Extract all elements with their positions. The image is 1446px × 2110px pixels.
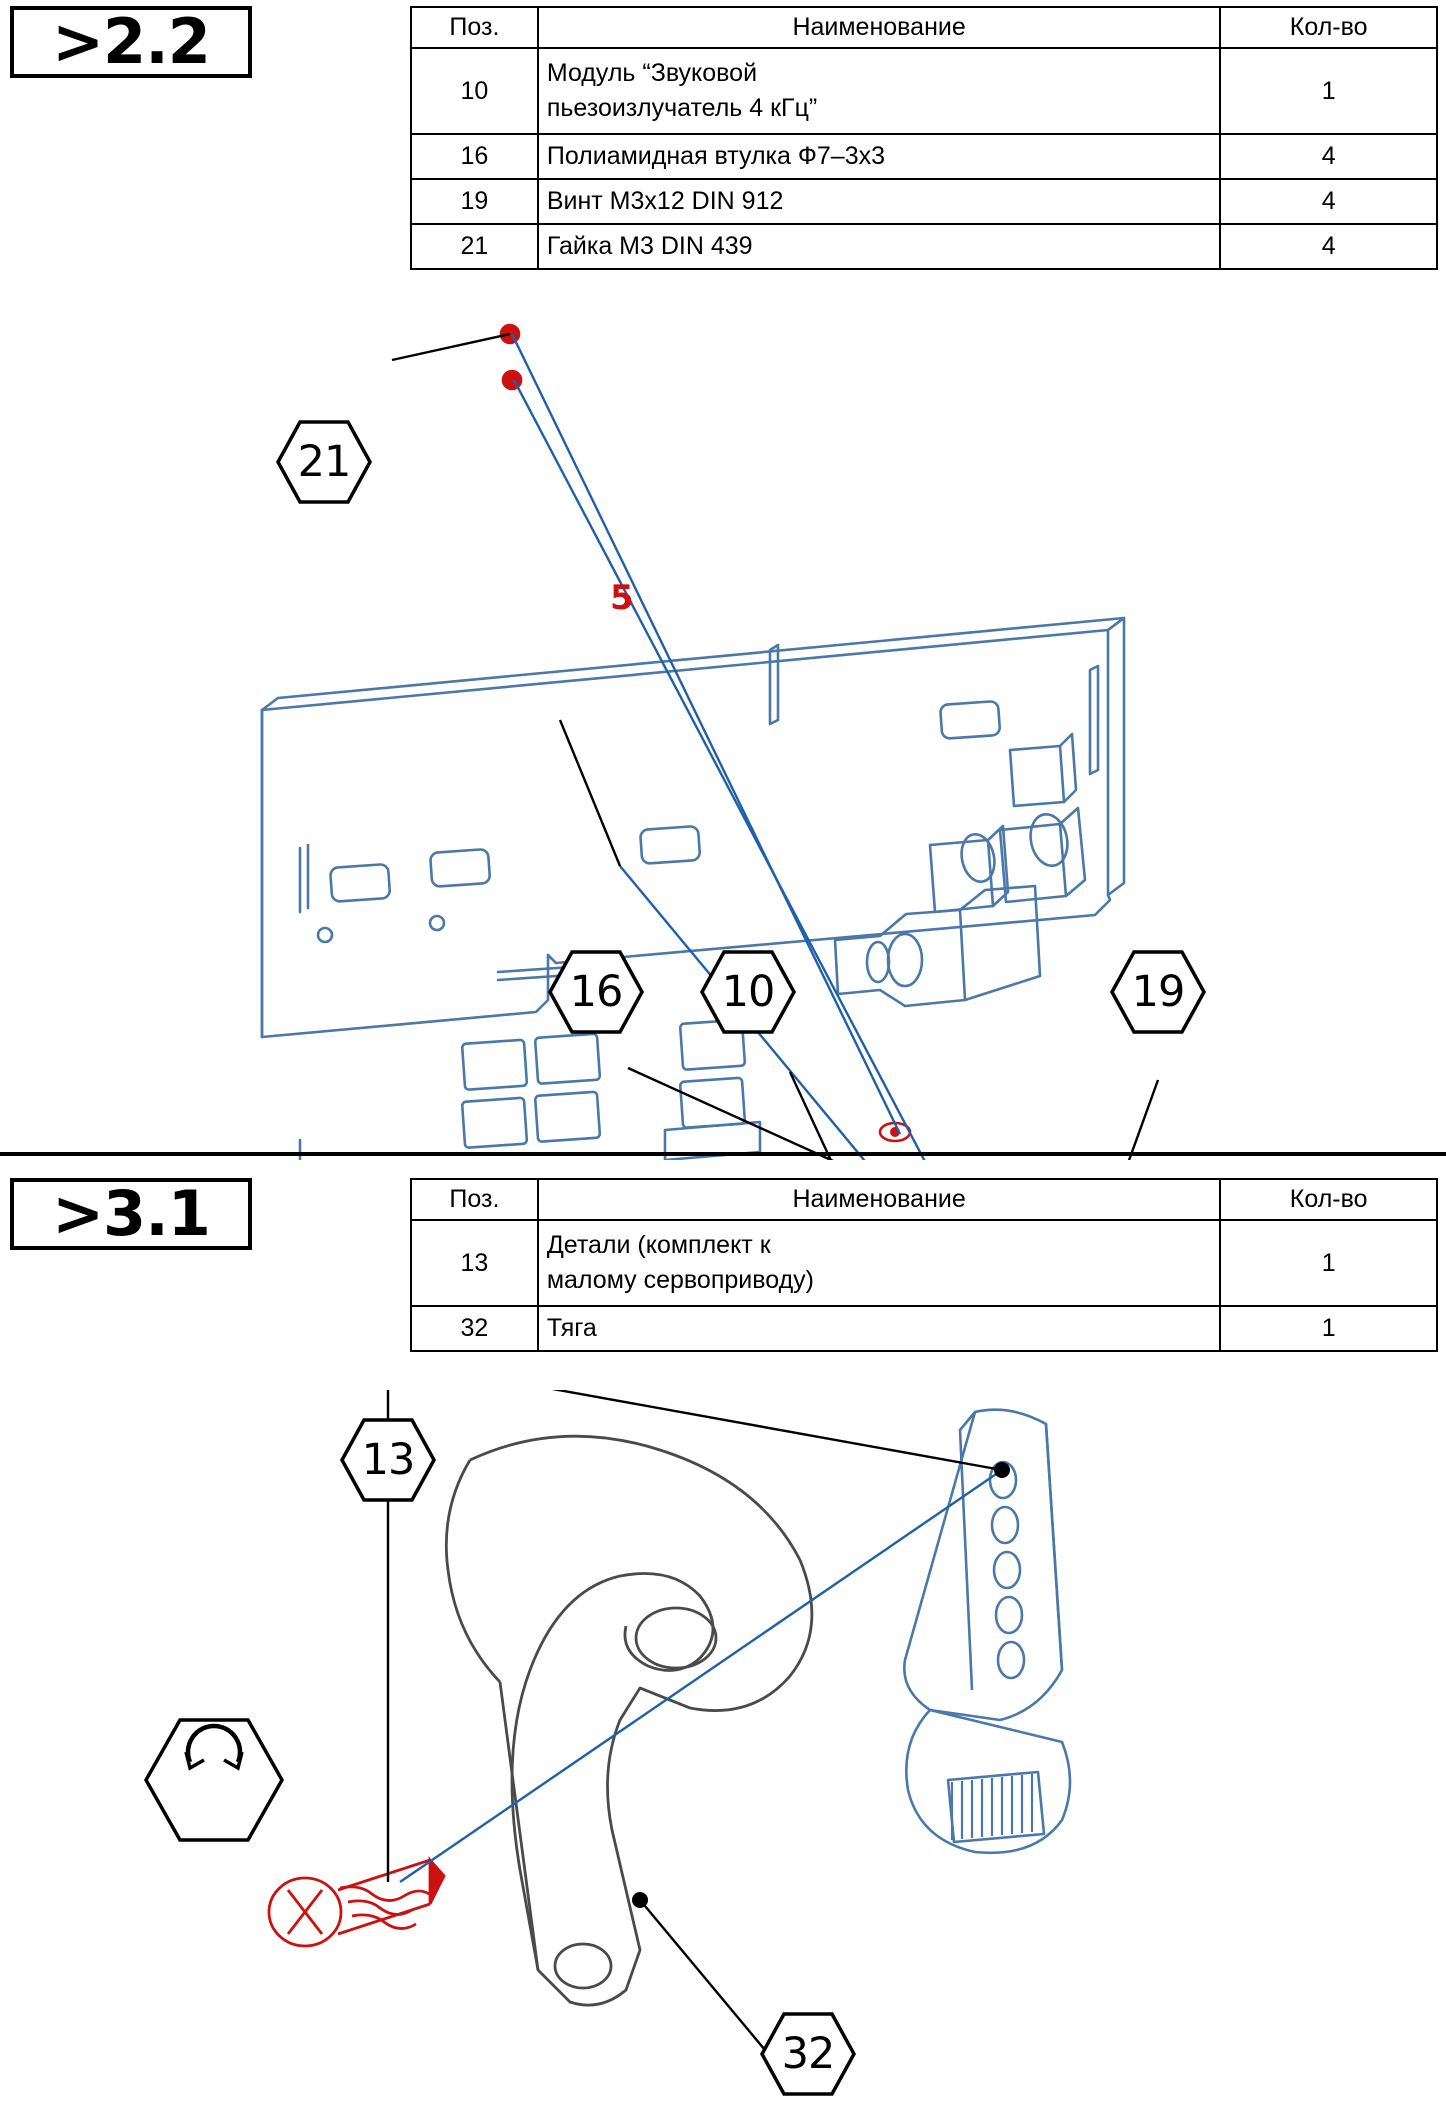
header-qty: Кол-во xyxy=(1220,1179,1437,1220)
cell-pos: 21 xyxy=(411,224,538,269)
callout-32 xyxy=(760,2012,856,2096)
marker-5-label: 5 xyxy=(610,578,634,618)
cell-name-line2: пьезоизлучатель 4 кГц” xyxy=(546,94,818,122)
table-header-row xyxy=(411,1179,1437,1220)
callout-label: 19 xyxy=(1131,967,1185,1017)
callout-label: 32 xyxy=(781,2029,835,2079)
screw-part xyxy=(269,1860,444,1946)
cell-pos: 10 xyxy=(411,48,538,134)
cell-qty: 4 xyxy=(1220,179,1437,224)
cell-name xyxy=(538,48,1221,134)
table-row xyxy=(411,224,1437,269)
cell-name: Гайка М3 DIN 439 xyxy=(538,224,1221,269)
step-badge-2-2 xyxy=(10,6,252,78)
cell-name: Тяга xyxy=(538,1306,1221,1351)
cell-name-line1: Модуль “Звуковой xyxy=(546,58,758,87)
callout-label: 16 xyxy=(569,967,623,1017)
parts-table-2-2 xyxy=(410,6,1438,270)
table-header-row xyxy=(411,7,1437,48)
table-row xyxy=(411,179,1437,224)
callout-10 xyxy=(700,950,796,1034)
table-row xyxy=(411,48,1437,134)
callout-label: 10 xyxy=(721,967,775,1017)
step-badge-label: >2.2 xyxy=(52,5,210,78)
cell-name-line1: Детали (комплект к xyxy=(546,1230,771,1259)
cell-pos: 16 xyxy=(411,134,538,179)
header-name: Наименование xyxy=(538,1179,1221,1220)
callout-13 xyxy=(340,1418,436,1502)
cell-qty: 1 xyxy=(1220,48,1437,134)
callout-19 xyxy=(1110,950,1206,1034)
cell-name xyxy=(538,1220,1221,1306)
assembly-illustration-3-1 xyxy=(0,1390,1446,2110)
table-row xyxy=(411,1306,1437,1351)
assembly-path-lines xyxy=(400,1470,1002,1882)
cell-pos: 13 xyxy=(411,1220,538,1306)
table-row xyxy=(411,134,1437,179)
callout-label: 13 xyxy=(361,1435,415,1485)
header-pos: Поз. xyxy=(411,7,538,48)
cell-pos: 19 xyxy=(411,179,538,224)
leader-lines xyxy=(388,1390,1002,2080)
linkage-rod-part xyxy=(446,1436,812,2005)
step-badge-label: >3.1 xyxy=(52,1177,210,1250)
table-row xyxy=(411,1220,1437,1306)
header-name: Наименование xyxy=(538,7,1221,48)
cell-pos: 32 xyxy=(411,1306,538,1351)
step-badge-3-1 xyxy=(10,1178,252,1250)
cell-qty: 1 xyxy=(1220,1306,1437,1351)
assembly-path-lines xyxy=(512,334,1022,1160)
section-divider xyxy=(0,1152,1446,1156)
callout-21 xyxy=(276,420,372,504)
attach-point-marker xyxy=(994,1462,1010,1478)
attach-point-marker xyxy=(632,1892,648,1908)
header-qty: Кол-во xyxy=(1220,7,1437,48)
callout-label: 21 xyxy=(297,437,351,487)
cell-qty: 4 xyxy=(1220,134,1437,179)
cell-name: Винт М3х12 DIN 912 xyxy=(538,179,1221,224)
cell-name: Полиамидная втулка Ф7–3х3 xyxy=(538,134,1221,179)
rotate-icon xyxy=(146,1720,282,1840)
header-pos: Поз. xyxy=(411,1179,538,1220)
servo-horn-part xyxy=(904,1410,1070,1853)
parts-table-3-1 xyxy=(410,1178,1438,1352)
cell-name-line2: малому сервоприводу) xyxy=(546,1266,815,1294)
cell-qty: 1 xyxy=(1220,1220,1437,1306)
cell-qty: 4 xyxy=(1220,224,1437,269)
callout-16 xyxy=(548,950,644,1034)
